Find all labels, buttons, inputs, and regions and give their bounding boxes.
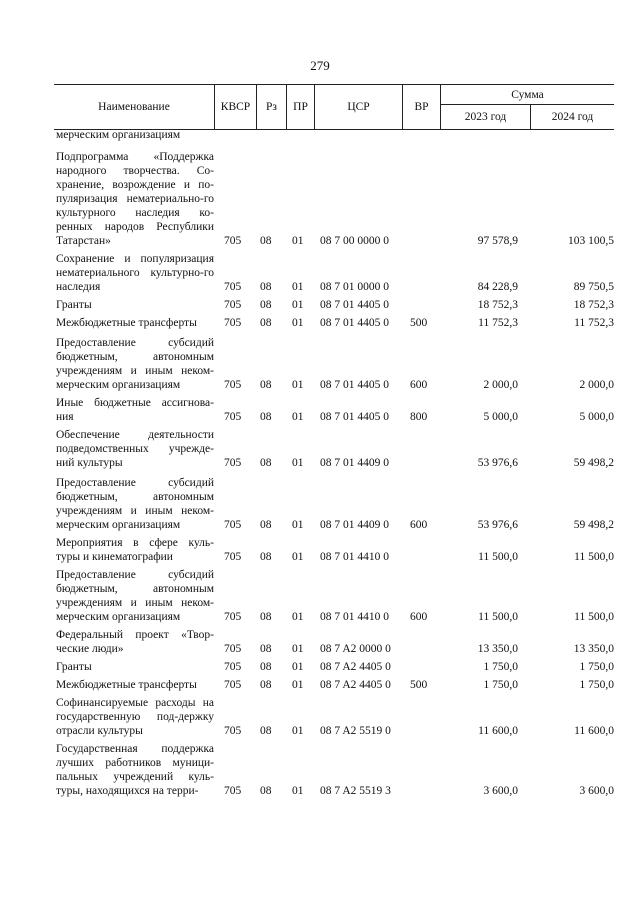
row-sum-2024: 3 600,0: [579, 785, 614, 797]
row-name: Обеспечение деятельности подведомственных учрежде-ний культуры: [56, 429, 214, 469]
table-row: [54, 396, 614, 424]
row-vr: 600: [410, 379, 428, 391]
table-row: [54, 678, 614, 692]
row-kvsr: 705: [224, 299, 242, 311]
header-year-2023: 2023 год: [440, 105, 530, 129]
table-row: [54, 742, 614, 798]
row-name: Федеральный проект «Твор-ческие люди»: [56, 629, 214, 655]
row-sum-2024: 11 600,0: [574, 725, 614, 737]
table-row: [54, 428, 614, 470]
row-sum-2023: 13 350,0: [477, 643, 518, 655]
row-pr: 01: [292, 661, 304, 673]
row-sum-2024: 1 750,0: [579, 679, 614, 691]
row-rz: 08: [260, 299, 272, 311]
row-name: Гранты: [56, 299, 92, 311]
row-name: Сохранение и популяризация нематериального культурно-го наследия: [56, 253, 214, 293]
row-name: Мероприятия в сфере куль-туры и кинематографии: [56, 537, 214, 563]
row-pr: 01: [292, 299, 304, 311]
table-row: [54, 660, 614, 674]
row-sum-2024: 11 500,0: [574, 551, 614, 563]
row-name: Государственная поддержка лучших работников муници-пальных учреждений куль-туры, находящихся на терри-: [56, 743, 214, 797]
row-kvsr: 705: [224, 661, 242, 673]
row-kvsr: 705: [224, 411, 242, 423]
row-sum-2024: 59 498,2: [573, 519, 614, 531]
row-rz: 08: [260, 785, 272, 797]
row-sum-2023: 2 000,0: [483, 379, 518, 391]
row-kvsr: 705: [224, 235, 242, 247]
row-pr: 01: [292, 725, 304, 737]
row-rz: 08: [260, 379, 272, 391]
row-name: Софинансируемые расходы на государственную под-держку отрасли культуры: [56, 697, 214, 737]
row-sum-2024: 5 000,0: [579, 411, 614, 423]
row-pr: 01: [292, 379, 304, 391]
row-sum-2023: 1 750,0: [483, 679, 518, 691]
row-kvsr: 705: [224, 611, 242, 623]
table-body: [54, 128, 614, 798]
row-name: Гранты: [56, 661, 92, 673]
row-kvsr: 705: [224, 281, 242, 293]
row-sum-2024: 11 752,3: [574, 317, 614, 329]
row-rz: 08: [260, 643, 272, 655]
table-row: [54, 252, 614, 294]
header-pr: ПР: [286, 85, 314, 129]
row-kvsr: 705: [224, 643, 242, 655]
row-pr: 01: [292, 551, 304, 563]
row-rz: 08: [260, 457, 272, 469]
row-sum-2023: 18 752,3: [477, 299, 518, 311]
row-csr: 08 7 A2 4405 0: [320, 661, 391, 673]
row-sum-2024: 89 750,5: [573, 281, 614, 293]
table-row: [54, 298, 614, 312]
table-row: [54, 128, 614, 142]
row-pr: 01: [292, 317, 304, 329]
header-rz: Рз: [256, 85, 286, 129]
header-csr: ЦСР: [314, 85, 402, 129]
row-sum-2023: 11 500,0: [478, 611, 518, 623]
row-sum-2023: 11 600,0: [478, 725, 518, 737]
row-kvsr: 705: [224, 457, 242, 469]
row-vr: 600: [410, 611, 428, 623]
row-sum-2024: 11 500,0: [574, 611, 614, 623]
row-name: Подпрограмма «Поддержка народного творчества. Со-хранение, возрождение и по-пуляризация нематериально-го культурного наследия ко-ренных народов Республики Татарстан»: [56, 151, 214, 247]
row-csr: 08 7 01 4405 0: [320, 317, 389, 329]
table-row: [54, 336, 614, 392]
row-kvsr: 705: [224, 519, 242, 531]
header-kvsr: КВСР: [214, 85, 256, 129]
row-pr: 01: [292, 519, 304, 531]
row-pr: 01: [292, 679, 304, 691]
row-name: Иные бюджетные ассигнова-ния: [56, 397, 214, 423]
row-rz: 08: [260, 411, 272, 423]
table-row: [54, 476, 614, 532]
row-kvsr: 705: [224, 725, 242, 737]
table-row: [54, 150, 614, 248]
row-name: мерческим организациям: [56, 129, 181, 141]
table-row: [54, 536, 614, 564]
row-rz: 08: [260, 317, 272, 329]
row-csr: 08 7 01 0000 0: [320, 281, 389, 293]
row-csr: 08 7 A2 5519 0: [320, 725, 391, 737]
row-pr: 01: [292, 611, 304, 623]
row-rz: 08: [260, 725, 272, 737]
row-pr: 01: [292, 281, 304, 293]
row-rz: 08: [260, 519, 272, 531]
row-kvsr: 705: [224, 317, 242, 329]
header-year-2024: 2024 год: [530, 105, 614, 129]
row-csr: 08 7 01 4410 0: [320, 551, 389, 563]
row-pr: 01: [292, 785, 304, 797]
row-csr: 08 7 01 4405 0: [320, 299, 389, 311]
row-kvsr: 705: [224, 379, 242, 391]
row-csr: 08 7 01 4405 0: [320, 379, 389, 391]
table-row: [54, 316, 614, 330]
row-vr: 600: [410, 519, 428, 531]
header-sum: Сумма: [440, 85, 614, 105]
row-vr: 800: [410, 411, 428, 423]
row-rz: 08: [260, 611, 272, 623]
row-name: Межбюджетные трансферты: [56, 317, 197, 329]
row-csr: 08 7 A2 0000 0: [320, 643, 391, 655]
row-sum-2023: 53 976,6: [477, 457, 518, 469]
header-name: Наименование: [98, 101, 170, 113]
row-csr: 08 7 00 0000 0: [320, 235, 389, 247]
row-sum-2024: 59 498,2: [573, 457, 614, 469]
row-sum-2023: 97 578,9: [477, 235, 518, 247]
row-sum-2024: 1 750,0: [579, 661, 614, 673]
row-name: Предоставление субсидий бюджетным, автономным учреждениям и иным неком-мерческим организациям: [56, 337, 214, 391]
row-vr: 500: [410, 317, 428, 329]
row-pr: 01: [292, 411, 304, 423]
row-pr: 01: [292, 643, 304, 655]
row-rz: 08: [260, 551, 272, 563]
row-rz: 08: [260, 679, 272, 691]
row-sum-2024: 18 752,3: [573, 299, 614, 311]
table-row: [54, 696, 614, 738]
row-pr: 01: [292, 235, 304, 247]
header-vr: ВР: [402, 85, 440, 129]
row-csr: 08 7 01 4409 0: [320, 457, 389, 469]
row-kvsr: 705: [224, 551, 242, 563]
row-kvsr: 705: [224, 679, 242, 691]
table-header: [54, 84, 614, 130]
row-csr: 08 7 A2 5519 3: [320, 785, 391, 797]
table-row: [54, 568, 614, 624]
row-csr: 08 7 A2 4405 0: [320, 679, 391, 691]
row-pr: 01: [292, 457, 304, 469]
table-row: [54, 628, 614, 656]
row-sum-2024: 2 000,0: [579, 379, 614, 391]
row-name: Предоставление субсидий бюджетным, автономным учреждениям и иным неком-мерческим организациям: [56, 477, 214, 531]
row-kvsr: 705: [224, 785, 242, 797]
row-csr: 08 7 01 4405 0: [320, 411, 389, 423]
row-csr: 08 7 01 4409 0: [320, 519, 389, 531]
row-sum-2024: 103 100,5: [568, 235, 614, 247]
row-rz: 08: [260, 235, 272, 247]
row-name: Межбюджетные трансферты: [56, 679, 197, 691]
row-rz: 08: [260, 661, 272, 673]
row-sum-2023: 53 976,6: [477, 519, 518, 531]
row-sum-2023: 1 750,0: [483, 661, 518, 673]
row-name: Предоставление субсидий бюджетным, автономным учреждениям и иным неком-мерческим организациям: [56, 569, 214, 623]
row-rz: 08: [260, 281, 272, 293]
row-vr: 500: [410, 679, 428, 691]
row-sum-2023: 3 600,0: [483, 785, 518, 797]
row-csr: 08 7 01 4410 0: [320, 611, 389, 623]
row-sum-2023: 11 752,3: [478, 317, 518, 329]
row-sum-2023: 11 500,0: [478, 551, 518, 563]
row-sum-2023: 84 228,9: [477, 281, 518, 293]
row-sum-2023: 5 000,0: [483, 411, 518, 423]
page-number: 279: [310, 58, 330, 73]
row-sum-2024: 13 350,0: [573, 643, 614, 655]
